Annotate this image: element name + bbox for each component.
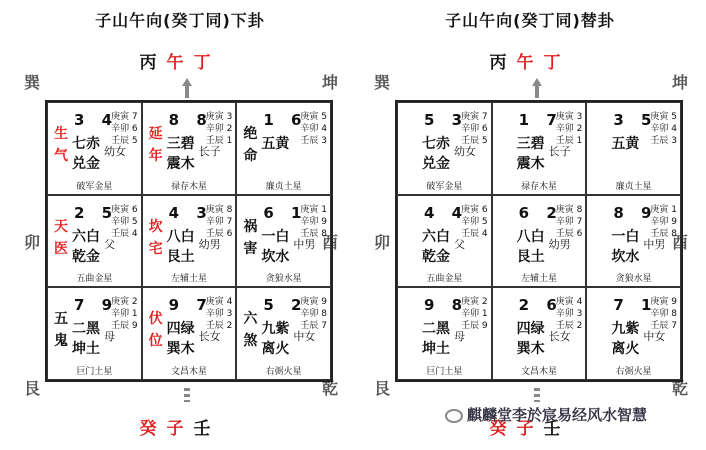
- side-char: 位: [148, 333, 163, 350]
- year-line: 辛卯 6: [461, 124, 488, 134]
- palace-cell: [397, 195, 492, 288]
- star-name: 七赤: [422, 136, 450, 152]
- planet-name: 右弼火星: [265, 366, 302, 377]
- side-char: 天: [54, 218, 68, 235]
- star-numbers: 9 7: [168, 296, 213, 315]
- palace-cell: [47, 195, 142, 288]
- palace-cell: [142, 102, 237, 195]
- star-numbers: 7 1: [613, 296, 658, 315]
- star-name: 四绿: [166, 321, 195, 338]
- year-line: 辛卯 7: [205, 216, 233, 227]
- family-role: 中男: [643, 237, 666, 251]
- star-name: 一白: [261, 228, 290, 245]
- side-char: 害: [243, 240, 258, 257]
- year-line: 壬辰 1: [555, 136, 583, 146]
- year-line: 庚寅 1: [300, 204, 327, 215]
- palace-cell: [492, 102, 587, 195]
- family-role: 长子: [548, 145, 571, 158]
- gua-name: 震木: [516, 156, 545, 172]
- watermark: [445, 404, 647, 425]
- year-line: 壬辰 3: [650, 136, 677, 146]
- family-role: 幼男: [548, 237, 571, 251]
- year-lines: [111, 204, 138, 240]
- side-char: 延: [148, 126, 163, 142]
- corner-mr: 酉: [322, 233, 339, 252]
- dotted-line: [534, 388, 540, 402]
- year-lines: [650, 111, 677, 147]
- year-line: 庚寅 2: [461, 297, 488, 308]
- gua-name: 艮土: [166, 248, 195, 265]
- top-directions: [360, 48, 700, 73]
- palace-cell: [142, 287, 237, 380]
- side-char: 五: [54, 311, 68, 328]
- year-line: 辛卯 5: [461, 216, 488, 227]
- gua-name: 兑金: [72, 156, 100, 172]
- planet-name: 文昌木星: [170, 366, 207, 377]
- star-name: 三碧: [516, 136, 545, 152]
- palace-cell: [236, 287, 331, 380]
- star-name: 四绿: [516, 321, 545, 338]
- chart-title: 子山午向(癸丁同)替卦: [445, 11, 615, 30]
- year-line: 壬辰 4: [111, 228, 138, 239]
- star-numbers: 2 5: [74, 203, 119, 222]
- year-line: 庚寅 6: [461, 204, 488, 215]
- palace-cell: [586, 195, 681, 288]
- year-line: 壬辰 7: [300, 321, 327, 332]
- gua-name: 坤土: [72, 341, 100, 358]
- corner-br: 乾: [672, 379, 689, 398]
- star-name: 八白: [516, 228, 545, 245]
- year-line: 庚寅 7: [111, 112, 138, 122]
- side-char: 生: [54, 126, 68, 142]
- planet-name: 廉贞土星: [615, 181, 652, 192]
- corner-ml: 卯: [374, 233, 391, 252]
- family-role: 父: [454, 237, 465, 251]
- year-lines: [556, 296, 583, 332]
- year-line: 壬辰 9: [461, 321, 488, 332]
- star-numbers: 9 8: [424, 296, 469, 315]
- year-line: 庚寅 9: [300, 297, 327, 308]
- side-char: 绝: [243, 126, 258, 142]
- year-line: 庚寅 7: [461, 112, 488, 122]
- gua-name: 乾金: [72, 248, 100, 265]
- year-line: 辛卯 3: [205, 309, 233, 320]
- corner-tl: 巽: [24, 73, 41, 92]
- year-line: 庚寅 4: [205, 297, 233, 308]
- year-line: 辛卯 8: [300, 309, 327, 320]
- side-char: 鬼: [54, 333, 68, 350]
- side-char: 祸: [243, 218, 258, 235]
- year-line: 辛卯 1: [111, 309, 138, 320]
- bottom-direction: 癸: [139, 419, 167, 439]
- year-line: 辛卯 4: [650, 124, 677, 134]
- planet-name: 贪狼水星: [265, 274, 302, 285]
- year-lines: [300, 204, 327, 240]
- palace-cell: [397, 287, 492, 380]
- arrow-stem: [185, 86, 189, 98]
- gua-name: 巽木: [166, 341, 195, 358]
- side-char: 宅: [148, 240, 163, 257]
- star-numbers: 1 6: [263, 111, 308, 129]
- star-name: 二黑: [72, 321, 100, 338]
- star-numbers: 8 9: [613, 203, 658, 222]
- family-role: 长女: [198, 330, 221, 344]
- family-role: 长子: [198, 145, 221, 158]
- palace-cell: [586, 102, 681, 195]
- year-line: 壬辰 6: [555, 228, 583, 239]
- year-line: 庚寅 4: [555, 297, 583, 308]
- year-line: 辛卯 2: [555, 124, 583, 134]
- family-role: 中男: [293, 237, 316, 251]
- planet-name: 破军金星: [76, 181, 113, 192]
- year-line: 庚寅 5: [650, 112, 677, 122]
- corner-tl: 巽: [374, 73, 391, 92]
- year-line: 壬辰 6: [205, 228, 233, 239]
- palace-cell: [586, 287, 681, 380]
- side-label: [54, 308, 70, 352]
- side-label: [54, 123, 70, 167]
- gua-name: 坎水: [611, 248, 640, 265]
- gua-name: 巽木: [516, 341, 545, 358]
- star-numbers: 5 3: [424, 111, 469, 129]
- side-label: [54, 216, 70, 260]
- planet-name: 左辅土星: [170, 274, 207, 285]
- star-numbers: 6 1: [263, 203, 308, 222]
- year-line: 壬辰 5: [111, 136, 138, 146]
- year-line: 壬辰 2: [555, 321, 583, 332]
- year-line: 辛卯 6: [111, 124, 138, 134]
- side-label: [149, 123, 165, 167]
- top-direction: 丙: [139, 53, 167, 73]
- gua-name: 坎水: [261, 248, 290, 265]
- arrow-stem: [535, 86, 539, 98]
- family-role: 幼女: [104, 145, 126, 158]
- gua-name: 坤土: [422, 341, 450, 358]
- planet-name: 贪狼水星: [615, 274, 652, 285]
- side-char: 气: [54, 148, 68, 164]
- planet-name: 禄存木星: [520, 181, 557, 192]
- planet-name: 廉贞土星: [265, 181, 302, 192]
- palace-cell: [236, 102, 331, 195]
- year-line: 辛卯 7: [555, 216, 583, 227]
- corner-mr: 酉: [672, 233, 689, 252]
- star-name: 六白: [72, 228, 100, 245]
- planet-name: 五曲金星: [76, 274, 113, 285]
- side-label: [149, 308, 165, 352]
- side-label: [243, 123, 259, 167]
- year-line: 辛卯 3: [555, 309, 583, 320]
- star-name: 七赤: [72, 136, 100, 152]
- year-line: 庚寅 1: [650, 204, 677, 215]
- family-role: 母: [454, 330, 465, 344]
- top-direction: 午: [516, 53, 544, 73]
- year-line: 壬辰 4: [461, 228, 488, 239]
- star-numbers: 3 4: [74, 111, 119, 129]
- side-label: [149, 216, 165, 260]
- star-numbers: 5 2: [263, 296, 308, 315]
- year-line: 庚寅 8: [205, 204, 233, 215]
- year-line: 辛卯 5: [111, 216, 138, 227]
- year-line: 辛卯 4: [300, 124, 327, 134]
- bottom-direction: 壬: [543, 419, 571, 439]
- luopan-grid: [395, 100, 683, 382]
- side-char: 坎: [148, 218, 163, 235]
- year-line: 辛卯 8: [650, 309, 677, 320]
- side-label: [243, 308, 259, 352]
- star-name: 六白: [422, 228, 450, 245]
- year-line: 壬辰 1: [205, 136, 233, 146]
- gua-name: 兑金: [422, 156, 450, 172]
- gua-name: 乾金: [422, 248, 450, 265]
- year-line: 辛卯 1: [461, 309, 488, 320]
- planet-name: 破军金星: [426, 181, 463, 192]
- year-lines: [300, 111, 327, 147]
- palace-cell: [47, 287, 142, 380]
- year-lines: [300, 296, 327, 332]
- family-role: 母: [104, 330, 115, 344]
- luopan-grid: [45, 100, 333, 382]
- year-line: 壬辰 8: [650, 228, 677, 239]
- palace-cell: [492, 195, 587, 288]
- year-line: 壬辰 5: [461, 136, 488, 146]
- corner-ml: 卯: [24, 233, 41, 252]
- planet-name: 禄存木星: [170, 181, 207, 192]
- arrow-up-icon: [182, 78, 192, 86]
- gua-name: 离火: [611, 341, 640, 358]
- bottom-directions: [10, 414, 350, 439]
- family-role: 幼女: [454, 145, 476, 158]
- year-lines: [650, 204, 677, 240]
- year-lines: [111, 296, 138, 332]
- side-char: 命: [243, 148, 258, 164]
- side-char: 六: [243, 311, 258, 328]
- bottom-direction: 子: [166, 419, 194, 439]
- gua-name: 震木: [166, 156, 195, 172]
- family-role: 中女: [643, 330, 666, 344]
- chart-title: 子山午向(癸丁同)下卦: [95, 11, 265, 30]
- star-name: 九紫: [261, 321, 290, 338]
- side-char: 年: [148, 148, 163, 164]
- top-direction: 午: [166, 53, 194, 73]
- side-char: 医: [54, 240, 68, 257]
- year-line: 壬辰 7: [650, 321, 677, 332]
- year-line: 辛卯 9: [300, 216, 327, 227]
- year-line: 辛卯 9: [650, 216, 677, 227]
- bottom-direction: 癸: [489, 419, 517, 439]
- star-numbers: 1 7: [518, 111, 563, 129]
- star-name: 九紫: [611, 321, 640, 338]
- year-line: 庚寅 3: [555, 112, 583, 122]
- year-lines: [556, 111, 583, 147]
- star-name: 三碧: [166, 136, 195, 152]
- dotted-line: [184, 388, 190, 402]
- star-numbers: 2 6: [518, 296, 563, 315]
- planet-name: 左辅土星: [520, 274, 557, 285]
- year-lines: [206, 296, 233, 332]
- bottom-direction: 壬: [193, 419, 221, 439]
- side-label: [243, 216, 259, 260]
- year-line: 庚寅 2: [111, 297, 138, 308]
- family-role: 长女: [548, 330, 571, 344]
- wechat-icon: [445, 409, 463, 423]
- planet-name: 文昌木星: [520, 366, 557, 377]
- corner-tr: 坤: [322, 73, 339, 92]
- year-lines: [461, 111, 488, 147]
- star-numbers: 7 9: [74, 296, 119, 315]
- year-lines: [461, 204, 488, 240]
- star-numbers: 4 3: [168, 203, 213, 222]
- palace-cell: [492, 287, 587, 380]
- year-lines: [556, 204, 583, 240]
- star-name: 五黄: [611, 136, 640, 152]
- planet-name: 巨门土星: [426, 366, 463, 377]
- palace-cell: [47, 102, 142, 195]
- top-direction: 丙: [489, 53, 517, 73]
- top-direction: 丁: [543, 53, 571, 73]
- year-line: 庚寅 8: [555, 204, 583, 215]
- star-numbers: 4 4: [424, 203, 469, 222]
- palace-cell: [236, 195, 331, 288]
- year-lines: [461, 296, 488, 332]
- year-line: 壬辰 9: [111, 321, 138, 332]
- year-lines: [111, 111, 138, 147]
- star-name: 五黄: [261, 136, 290, 152]
- year-line: 庚寅 3: [205, 112, 233, 122]
- top-direction: 丁: [193, 53, 221, 73]
- star-name: 二黑: [422, 321, 450, 338]
- gua-name: 艮土: [516, 248, 545, 265]
- palace-cell: [142, 195, 237, 288]
- star-name: 一白: [611, 228, 640, 245]
- top-directions: [10, 48, 350, 73]
- star-numbers: 8 8: [168, 111, 213, 129]
- chart-xiagua: [10, 0, 350, 450]
- year-lines: [206, 111, 233, 147]
- corner-bl: 艮: [24, 379, 41, 398]
- year-line: 壬辰 8: [300, 228, 327, 239]
- arrow-up-icon: [532, 78, 542, 86]
- family-role: 幼男: [198, 237, 221, 251]
- corner-br: 乾: [322, 379, 339, 398]
- year-lines: [206, 204, 233, 240]
- year-lines: [650, 296, 677, 332]
- chart-tigua: [360, 0, 700, 450]
- planet-name: 巨门土星: [76, 366, 113, 377]
- star-name: 八白: [166, 228, 195, 245]
- family-role: 中女: [293, 330, 316, 344]
- corner-tr: 坤: [672, 73, 689, 92]
- year-line: 辛卯 2: [205, 124, 233, 134]
- family-role: 父: [104, 237, 115, 251]
- side-char: 煞: [243, 333, 258, 350]
- palace-cell: [397, 102, 492, 195]
- corner-bl: 艮: [374, 379, 391, 398]
- watermark-text: 麒麟堂李於宸易经风水智慧: [467, 406, 648, 424]
- bottom-direction: 子: [516, 419, 544, 439]
- star-numbers: 6 2: [518, 203, 563, 222]
- star-numbers: 3 5: [613, 111, 658, 129]
- year-line: 壬辰 2: [205, 321, 233, 332]
- gua-name: 离火: [261, 341, 290, 358]
- year-line: 壬辰 3: [300, 136, 327, 146]
- year-line: 庚寅 5: [300, 112, 327, 122]
- year-line: 庚寅 9: [650, 297, 677, 308]
- planet-name: 右弼火星: [615, 366, 652, 377]
- side-char: 伏: [148, 311, 163, 328]
- year-line: 庚寅 6: [111, 204, 138, 215]
- planet-name: 五曲金星: [426, 274, 463, 285]
